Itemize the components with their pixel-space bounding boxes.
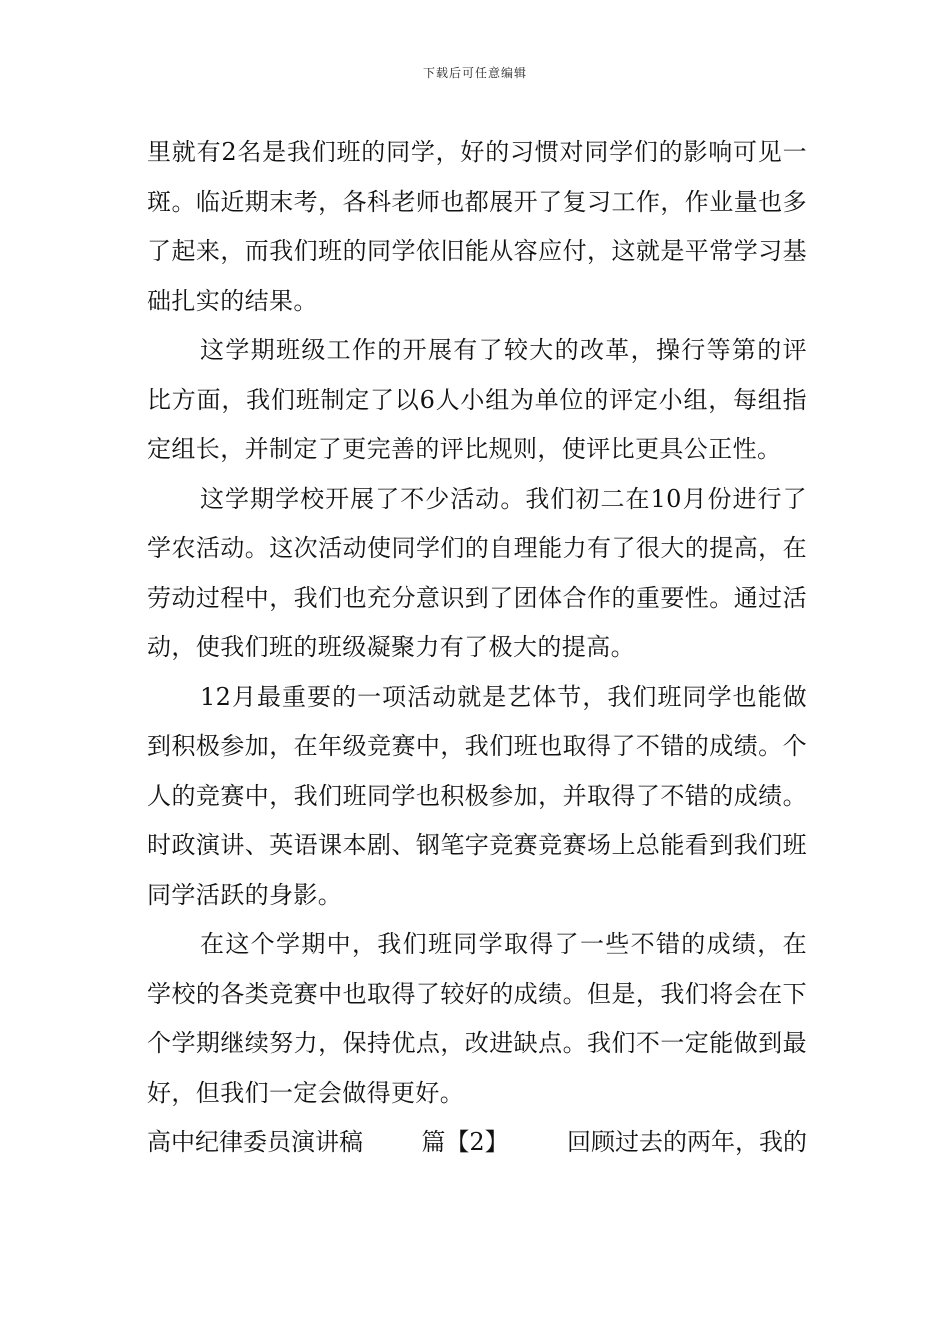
page-header-note: 下载后可任意编辑 — [422, 66, 527, 80]
paragraph-arts-festival: 12月最重要的一项活动就是艺体节，我们班同学也能做到积极参加，在年级竞赛中，我们班也取得了不错的成绩。个人的竞赛中，我们班同学也积极参加，并取得了不错的成绩。时政演讲、英语课本剧、钢笔字竞赛竞赛场上总能看到我们班同学活跃的身影。 — [147, 682, 807, 909]
section-part-label: 篇【2】 — [421, 1128, 509, 1156]
paragraph-class-reform: 这学期班级工作的开展有了较大的改革，操行等第的评比方面，我们班制定了以6人小组为单位的评定小组，每组指定组长，并制定了更完善的评比规则，使评比更具公正性。 — [147, 336, 807, 463]
paragraph-school-activities: 这学期学校开展了不少活动。我们初二在10月份进行了学农活动。这次活动使同学们的自理能力有了很大的提高，在劳动过程中，我们也充分意识到了团体合作的重要性。通过活动，使我们班的班级凝聚力有了极大的提高。 — [147, 484, 807, 661]
section-heading — [147, 1118, 807, 1168]
paragraph-semester-summary: 在这个学期中，我们班同学取得了一些不错的成绩，在学校的各类竞赛中也取得了较好的成绩。但是，我们将会在下个学期继续努力，保持优点，改进缺点。我们不一定能做到最好，但我们一定会做得更好。 — [147, 930, 807, 1107]
document-body — [147, 128, 807, 1168]
paragraph-continuation: 里就有2名是我们班的同学，好的习惯对同学们的影响可见一斑。临近期末考，各科老师也都展开了复习工作，作业量也多了起来，而我们班的同学依旧能从容应付，这就是平常学习基础扎实的结果。 — [147, 138, 807, 315]
section-lead-text: 回顾过去的两年，我的 — [567, 1128, 807, 1156]
section-title: 高中纪律委员演讲稿 — [147, 1128, 363, 1156]
